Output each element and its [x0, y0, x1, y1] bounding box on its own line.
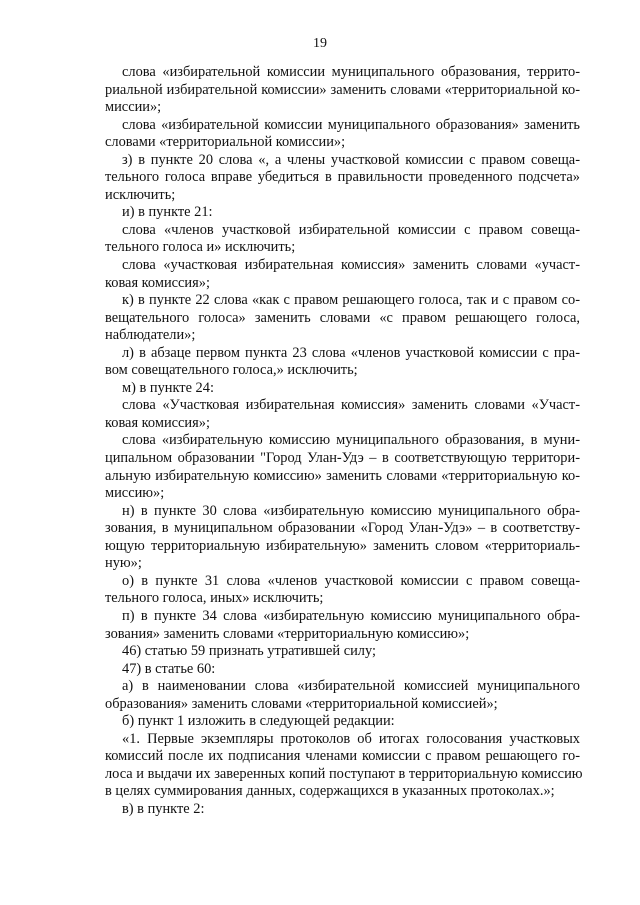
text-line: риальной избирательной комиссии» заменить словами «территориальной ко- [105, 81, 580, 98]
text-line: н) в пункте 30 слова «избирательную комиссию муниципального обра- [122, 502, 580, 519]
text-line: зования, в муниципальном образовании «Город Улан-Удэ» – в соответству- [105, 520, 580, 537]
paragraph [105, 432, 580, 502]
text-line: л) в абзаце первом пункта 23 слова «членов участковой комиссии с пра- [122, 344, 580, 361]
text-line: 46) статью 59 признать утратившей силу; [122, 643, 376, 660]
paragraph [105, 730, 583, 801]
text-line: наблюдатели»; [105, 327, 196, 344]
paragraph [105, 643, 580, 661]
text-line: зования» заменить словами «территориальную комиссию»; [105, 625, 470, 642]
paragraph [105, 117, 580, 152]
paragraph [105, 801, 580, 819]
text-line: миссии»; [105, 99, 162, 116]
paragraph [105, 503, 580, 573]
page-number: 19 [313, 36, 327, 51]
text-line: тельного голоса, иных» исключить; [105, 590, 324, 607]
text-line: в целях суммирования данных, содержащихся в указанных протоколах.»; [105, 783, 555, 800]
text-line: слова «Участковая избирательная комиссия» заменить словами «Участ- [122, 397, 580, 414]
text-line: и) в пункте 21: [122, 204, 213, 221]
text-line: вом совещательного голоса,» исключить; [105, 362, 358, 379]
text-line: ющую территориальную избирательную» заменить словом «территориаль- [105, 537, 580, 554]
paragraph [105, 257, 580, 292]
paragraph [105, 397, 580, 432]
text-line: б) пункт 1 изложить в следующей редакции: [122, 713, 395, 730]
text-line: о) в пункте 31 слова «членов участковой комиссии с правом совеща- [122, 572, 580, 589]
text-line: слова «членов участковой избирательной комиссии с правом совеща- [122, 221, 580, 238]
paragraph [105, 64, 580, 117]
paragraph [105, 292, 580, 345]
text-line: в) в пункте 2: [122, 800, 205, 817]
text-line: 47) в статье 60: [122, 660, 216, 677]
text-line: слова «избирательной комиссии муниципального образования» заменить [122, 116, 580, 133]
paragraph [105, 345, 580, 380]
text-line: ципальном образовании "Город Улан-Удэ – в соответствующую территори- [105, 450, 580, 467]
text-line: ковая комиссия»; [105, 274, 210, 291]
text-line: ковая комиссия»; [105, 414, 210, 431]
text-line: вещательного голоса» заменить словами «с правом решающего голоса, [105, 309, 580, 326]
text-line: слова «избирательной комиссии муниципального образования, террито- [122, 64, 580, 80]
paragraph [105, 661, 580, 679]
text-line: слова «избирательную комиссию муниципального образования, в муни- [122, 432, 580, 449]
paragraph [105, 608, 580, 643]
paragraph [105, 678, 580, 713]
text-line: миссию»; [105, 485, 165, 502]
text-line: к) в пункте 22 слова «как с правом решающего голоса, так и с правом со- [122, 292, 580, 309]
document-body [105, 64, 583, 819]
text-line: комиссий после их подписания членами комиссии с правом решающего го- [105, 748, 580, 765]
text-line: слова «участковая избирательная комиссия» заменить словами «участ- [122, 257, 580, 274]
text-line: з) в пункте 20 слова «, а члены участковой комиссии с правом совеща- [122, 151, 580, 168]
text-line: а) в наименовании слова «избирательной комиссией муниципального [122, 678, 580, 695]
paragraph [105, 222, 580, 257]
paragraph [105, 573, 580, 608]
text-line: тельного голоса вправе убедиться в правильности проведенного подсчета» [105, 169, 580, 186]
paragraph [105, 380, 580, 398]
paragraph [105, 204, 580, 222]
text-line: тельного голоса и» исключить; [105, 239, 296, 256]
text-line: образования» заменить словами «территориальной комиссией»; [105, 695, 498, 712]
text-line: альную избирательную комиссию» заменить словами «территориальную ко- [105, 467, 580, 484]
text-line: м) в пункте 24: [122, 379, 214, 396]
text-line: п) в пункте 34 слова «избирательную комиссию муниципального обра- [122, 607, 580, 624]
text-line: исключить; [105, 186, 176, 203]
paragraph [105, 152, 580, 205]
text-line: лоса и выдачи их заверенных копий поступают в территориальную комиссию [105, 765, 583, 782]
text-line: ную»; [105, 555, 142, 572]
paragraph [105, 713, 580, 731]
text-line: словами «территориальной комиссии»; [105, 134, 346, 151]
text-line: «1. Первые экземпляры протоколов об итогах голосования участковых [122, 730, 580, 747]
